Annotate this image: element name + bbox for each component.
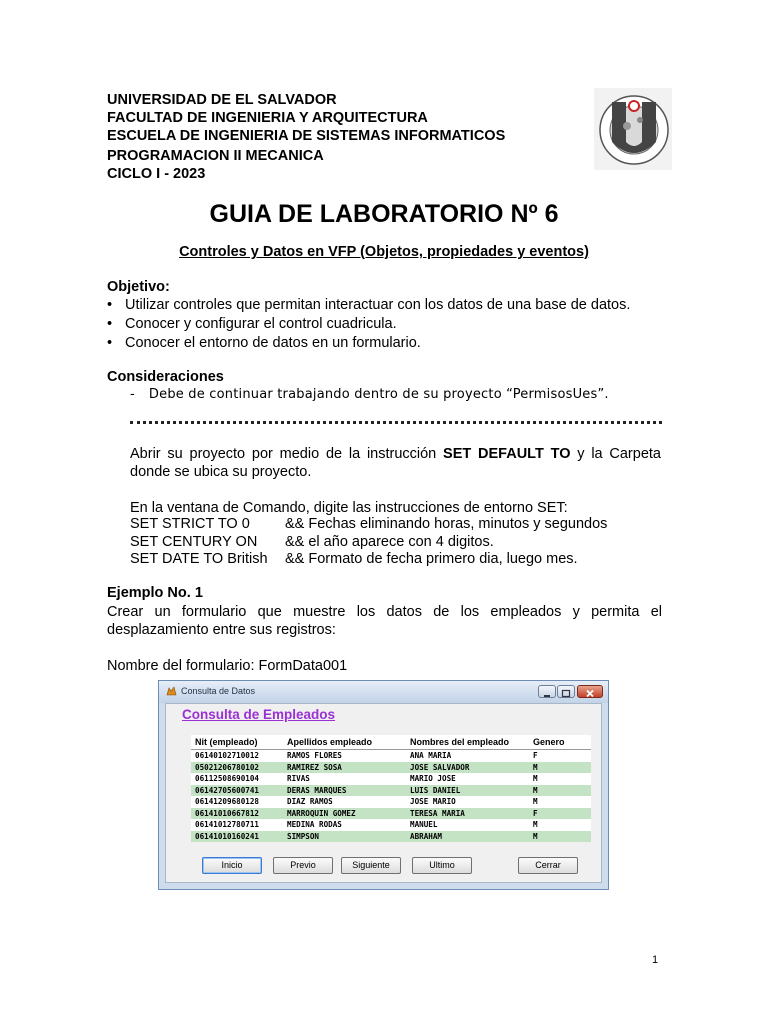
column-header[interactable]: Nit (empleado): [191, 735, 283, 750]
cell-apellidos[interactable]: RAMIREZ SOSA: [283, 762, 406, 774]
window-title: Consulta de Datos: [181, 686, 256, 696]
cell-apellidos[interactable]: MARROQUIN GOMEZ: [283, 808, 406, 820]
cell-apellidos[interactable]: DERAS MARQUES: [283, 785, 406, 797]
cell-nombres[interactable]: MANUEL: [406, 819, 529, 831]
previo-button[interactable]: Previo: [273, 857, 333, 874]
consideraciones-heading: Consideraciones: [107, 369, 224, 385]
cell-nombres[interactable]: JOSE SALVADOR: [406, 762, 529, 774]
cell-nombres[interactable]: TERESA MARIA: [406, 808, 529, 820]
cell-genero[interactable]: M: [529, 773, 591, 785]
command-line: SET STRICT TO 0 && Fechas eliminando horas, minutos y segundos: [130, 516, 608, 532]
consideraciones-item: - Debe de continuar trabajando dentro de su proyecto “PermisosUes”.: [130, 387, 609, 402]
cell-genero[interactable]: F: [529, 750, 591, 762]
close-icon: [578, 688, 602, 699]
maximize-button[interactable]: [557, 685, 575, 698]
fox-app-icon: [166, 686, 177, 697]
cell-genero[interactable]: M: [529, 831, 591, 843]
university-seal-icon: [594, 88, 672, 170]
table-row[interactable]: [191, 808, 591, 820]
ejemplo-heading: Ejemplo No. 1: [107, 585, 203, 601]
table-row[interactable]: [191, 773, 591, 785]
header-school: ESCUELA DE INGENIERIA DE SISTEMAS INFORMATICOS: [107, 128, 506, 144]
command-line: SET DATE TO British && Formato de fecha primero dia, luego mes.: [130, 551, 578, 567]
minimize-icon: [539, 688, 555, 699]
cell-apellidos[interactable]: MEDINA RODAS: [283, 819, 406, 831]
cell-nombres[interactable]: ABRAHAM: [406, 831, 529, 843]
column-header[interactable]: Genero: [529, 735, 591, 750]
cerrar-button[interactable]: Cerrar: [518, 857, 578, 874]
bullet-icon: •: [107, 316, 113, 332]
cell-nit[interactable]: 06141209680128: [191, 796, 283, 808]
header-faculty: FACULTAD DE INGENIERIA Y ARQUITECTURA: [107, 110, 428, 126]
bullet-icon: •: [107, 335, 113, 351]
objetivo-heading: Objetivo:: [107, 279, 170, 295]
cell-genero[interactable]: F: [529, 808, 591, 820]
cell-nit[interactable]: 06140102710012: [191, 750, 283, 762]
cell-genero[interactable]: M: [529, 762, 591, 774]
cell-apellidos[interactable]: DIAZ RAMOS: [283, 796, 406, 808]
column-header[interactable]: Apellidos empleado: [283, 735, 406, 750]
command-line: SET CENTURY ON && el año aparece con 4 digitos.: [130, 534, 494, 550]
document-title: GUIA DE LABORATORIO Nº 6: [209, 200, 559, 228]
maximize-icon: [558, 688, 574, 699]
siguiente-button[interactable]: Siguiente: [341, 857, 401, 874]
table-row[interactable]: [191, 796, 591, 808]
paragraph-set-default: Abrir su proyecto por medio de la instrucción SET DEFAULT TO y la Carpeta donde se ubica su proyecto.: [130, 446, 661, 480]
header-cycle: CICLO I - 2023: [107, 166, 206, 182]
table-row[interactable]: [191, 819, 591, 831]
table-row[interactable]: [191, 785, 591, 797]
window-titlebar: [159, 681, 608, 703]
form-name-text: Nombre del formulario: FormData001: [107, 658, 348, 674]
cell-nombres[interactable]: ANA MARIA: [406, 750, 529, 762]
document-subtitle: Controles y Datos en VFP (Objetos, propiedades y eventos): [179, 244, 589, 260]
cell-nit[interactable]: 06142705600741: [191, 785, 283, 797]
column-header[interactable]: Nombres del empleado: [406, 735, 529, 750]
objetivo-bullet: • Utilizar controles que permitan interactuar con los datos de una base de datos.: [107, 297, 631, 313]
employee-grid[interactable]: [191, 735, 591, 842]
close-button[interactable]: [577, 685, 603, 698]
objetivo-bullet: • Conocer y configurar el control cuadricula.: [107, 316, 397, 332]
ultimo-button[interactable]: Ultimo: [412, 857, 472, 874]
cell-genero[interactable]: M: [529, 796, 591, 808]
page-number: 1: [652, 954, 659, 966]
cell-genero[interactable]: M: [529, 785, 591, 797]
table-row[interactable]: [191, 831, 591, 843]
cell-nit[interactable]: 06112508690104: [191, 773, 283, 785]
header-course: PROGRAMACION II MECANICA: [107, 148, 324, 164]
form-window: [158, 680, 609, 890]
form-body: [165, 703, 602, 883]
grid-header-row: [191, 735, 591, 750]
cell-nombres[interactable]: MARIO JOSE: [406, 773, 529, 785]
cell-apellidos[interactable]: RAMOS FLORES: [283, 750, 406, 762]
objetivo-bullet: • Conocer el entorno de datos en un formulario.: [107, 335, 421, 351]
cell-apellidos[interactable]: RIVAS: [283, 773, 406, 785]
table-row[interactable]: [191, 750, 591, 762]
minimize-button[interactable]: [538, 685, 556, 698]
cell-nit[interactable]: 06141012780711: [191, 819, 283, 831]
table-row[interactable]: [191, 762, 591, 774]
inicio-button[interactable]: Inicio: [202, 857, 262, 874]
paragraph-command-window: En la ventana de Comando, digite las instrucciones de entorno SET:: [130, 500, 568, 516]
header-university: UNIVERSIDAD DE EL SALVADOR: [107, 92, 337, 108]
dotted-divider: [130, 421, 662, 424]
cell-nit[interactable]: 05021206780102: [191, 762, 283, 774]
ejemplo-text: Crear un formulario que muestre los datos de los empleados y permita el desplazamiento entre sus registros:: [107, 604, 662, 638]
form-heading: Consulta de Empleados: [182, 707, 336, 722]
cell-nit[interactable]: 06141010667812: [191, 808, 283, 820]
bullet-icon: •: [107, 297, 113, 313]
cell-nombres[interactable]: JOSE MARIO: [406, 796, 529, 808]
cell-apellidos[interactable]: SIMPSON: [283, 831, 406, 843]
cell-nombres[interactable]: LUIS DANIEL: [406, 785, 529, 797]
cell-genero[interactable]: M: [529, 819, 591, 831]
cell-nit[interactable]: 06141010160241: [191, 831, 283, 843]
